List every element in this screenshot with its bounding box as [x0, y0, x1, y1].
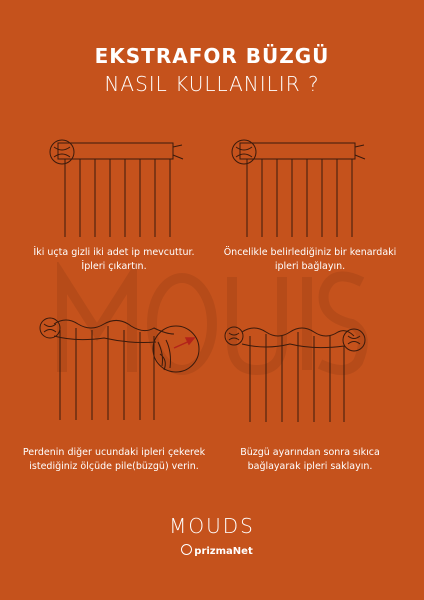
step-2-caption — [210, 246, 410, 274]
knot-circle — [232, 140, 256, 164]
page-title: EKSTRAFOR BÜZGÜ — [94, 44, 330, 68]
thread-end — [173, 145, 183, 159]
step-2-illustration — [222, 133, 372, 238]
brand-logo — [162, 514, 262, 564]
step-4-illustration — [222, 318, 372, 423]
knot-circle — [225, 327, 243, 345]
curtain-rod — [58, 143, 173, 159]
pull-arrow-icon — [174, 338, 194, 348]
page-subtitle: NASIL KULLANILIR ? — [104, 72, 320, 96]
logo-sub-brand — [172, 544, 262, 557]
knot-icon — [236, 147, 252, 157]
logo-brand-text: MOUDS — [169, 514, 255, 538]
knot-circle — [50, 140, 74, 164]
thread-end — [355, 145, 365, 159]
knot-icon — [44, 324, 56, 332]
step-4-caption — [210, 446, 410, 474]
step-4-caption-line1: Büzgü ayarından sonra sıkıca — [240, 447, 380, 458]
knot-icon — [348, 336, 360, 344]
logo-sub-brand-text: prizmaNet — [194, 546, 253, 557]
gathered-top — [54, 320, 174, 334]
curtain-rod — [240, 143, 355, 159]
knot-circle-right — [343, 329, 365, 351]
step-2-caption-line2: ipleri bağlayın. — [274, 261, 346, 272]
step-1-caption-line2: İpleri çıkartın. — [81, 261, 147, 272]
knot-icon — [54, 147, 70, 157]
knot-circle — [40, 318, 60, 338]
step-4-caption-line2: bağlayarak ipleri saklayın. — [247, 461, 373, 472]
step-3-illustration — [36, 312, 201, 422]
knot-icon — [229, 333, 239, 340]
step-3-caption-line1: Perdenin diğer ucundaki ipleri çekerek — [22, 447, 206, 458]
step-1-illustration — [40, 133, 190, 238]
zoom-circle — [153, 326, 199, 372]
step-1-caption — [14, 246, 214, 274]
step-3-caption-line2: istediğiniz ölçüde pile(büzgü) verin. — [29, 461, 199, 472]
step-2-caption-line1: Öncelikle belirlediğiniz bir kenardaki — [223, 247, 397, 258]
prizma-icon — [181, 544, 192, 555]
step-3-caption — [14, 446, 214, 474]
step-1-caption-line1: İki uçta gizli iki adet ip mevcuttur. — [33, 247, 195, 258]
